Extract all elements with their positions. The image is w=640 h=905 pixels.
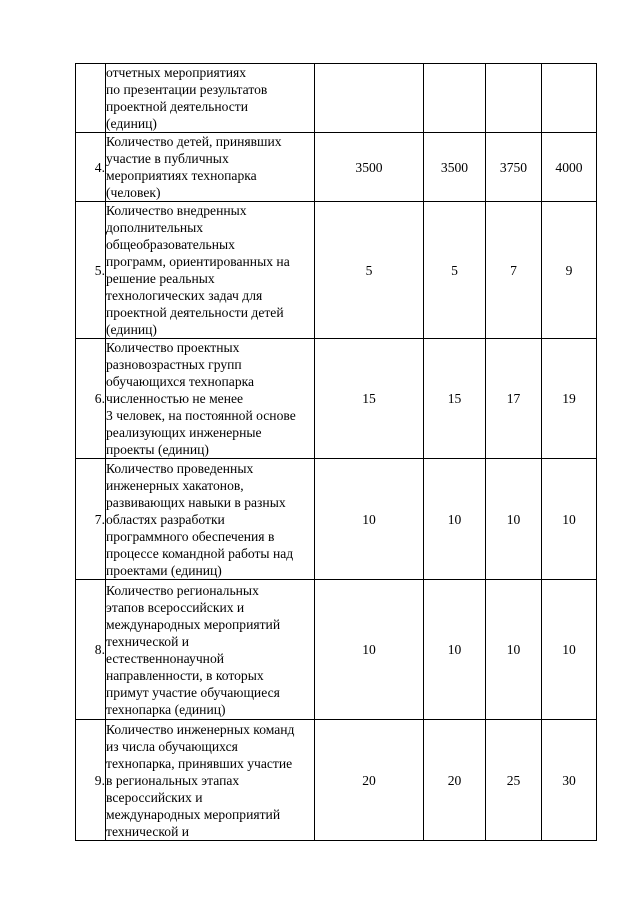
value-cell: 4000 <box>542 133 597 202</box>
value-cell: 3750 <box>486 133 542 202</box>
value-cell <box>486 64 542 133</box>
value-cell: 10 <box>424 580 486 720</box>
value-cell: 3500 <box>424 133 486 202</box>
value-cell: 10 <box>424 459 486 580</box>
value-cell: 15 <box>424 339 486 459</box>
indicator-description: Количество детей, принявших участие в публичных мероприятиях технопарка (человек) <box>106 133 315 202</box>
indicators-table <box>75 63 597 841</box>
value-cell: 10 <box>486 580 542 720</box>
indicator-description: Количество инженерных команд из числа обучающихся технопарка, принявших участие в региональных этапах всероссийских и международных мероприятий технической и <box>106 720 315 841</box>
row-number: 4. <box>76 133 106 202</box>
value-cell: 10 <box>315 580 424 720</box>
value-cell: 9 <box>542 202 597 339</box>
table-row <box>76 133 597 202</box>
table-row <box>76 64 597 133</box>
indicator-description: Количество проектных разновозрастных групп обучающихся технопарка численностью не менее 3 человек, на постоянной основе реализующих инженерные проекты (единиц) <box>106 339 315 459</box>
value-cell: 30 <box>542 720 597 841</box>
value-cell: 3500 <box>315 133 424 202</box>
indicator-description: отчетных мероприятиях по презентации результатов проектной деятельности (единиц) <box>106 64 315 133</box>
table-row <box>76 720 597 841</box>
value-cell: 19 <box>542 339 597 459</box>
value-cell: 5 <box>315 202 424 339</box>
value-cell <box>542 64 597 133</box>
row-number: 5. <box>76 202 106 339</box>
row-number: 9. <box>76 720 106 841</box>
table-row <box>76 339 597 459</box>
value-cell: 25 <box>486 720 542 841</box>
value-cell: 20 <box>424 720 486 841</box>
value-cell: 10 <box>542 459 597 580</box>
value-cell: 10 <box>486 459 542 580</box>
table-row <box>76 459 597 580</box>
row-number: 8. <box>76 580 106 720</box>
value-cell <box>315 64 424 133</box>
value-cell: 20 <box>315 720 424 841</box>
row-number: 6. <box>76 339 106 459</box>
value-cell: 17 <box>486 339 542 459</box>
row-number: 7. <box>76 459 106 580</box>
value-cell: 7 <box>486 202 542 339</box>
value-cell: 5 <box>424 202 486 339</box>
value-cell <box>424 64 486 133</box>
table-row <box>76 580 597 720</box>
indicator-description: Количество проведенных инженерных хакатонов, развивающих навыки в разных областях разработки программного обеспечения в процессе командной работы над проектами (единиц) <box>106 459 315 580</box>
row-number <box>76 64 106 133</box>
indicator-description: Количество региональных этапов всероссийских и международных мероприятий технической и естественнонаучной направленности, в которых примут участие обучающиеся технопарка (единиц) <box>106 580 315 720</box>
table-row <box>76 202 597 339</box>
indicator-description: Количество внедренных дополнительных общеобразовательных программ, ориентированных на решение реальных технологических задач для проектной деятельности детей (единиц) <box>106 202 315 339</box>
value-cell: 10 <box>542 580 597 720</box>
value-cell: 15 <box>315 339 424 459</box>
value-cell: 10 <box>315 459 424 580</box>
